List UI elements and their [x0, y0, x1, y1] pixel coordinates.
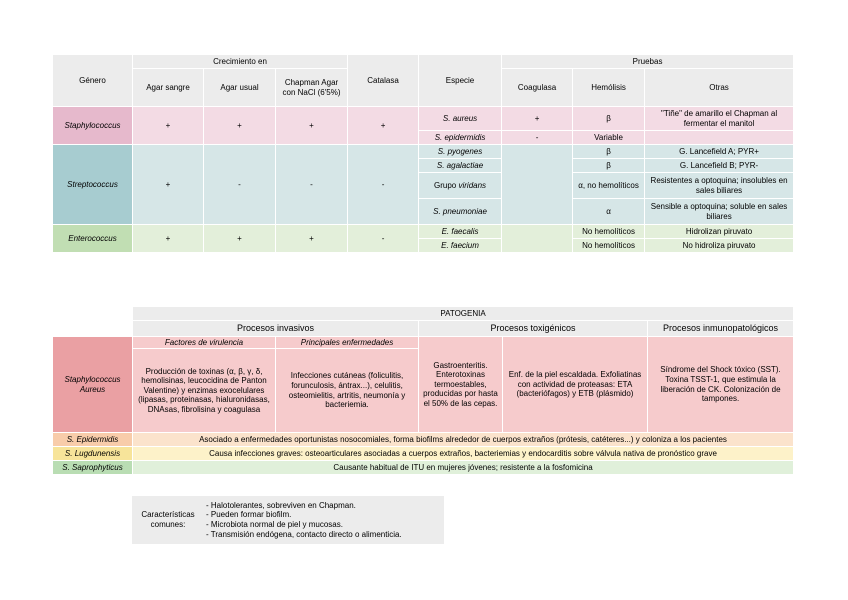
header-especie: Especie: [419, 55, 502, 107]
lugdunensis-label: S. Lugdunensis: [53, 447, 133, 461]
species-cell: E. faecalis: [419, 225, 502, 239]
genus-enterococcus: Enterococcus: [53, 225, 133, 253]
saprophyticus-label: S. Saprophyticus: [53, 461, 133, 475]
otras-cell: "Tiñe" de amarillo el Chapman al fermentar el manitol: [645, 107, 794, 131]
hemolisis-cell: β: [573, 145, 645, 159]
strep-chapman: -: [276, 145, 348, 225]
species-cell: [419, 173, 502, 199]
otras-cell: Hidrolizan piruvato: [645, 225, 794, 239]
hemolisis-cell: Variable: [573, 131, 645, 145]
list-item: - Halotolerantes, sobreviven en Chapman.: [206, 500, 356, 510]
species-cell: S. pyogenes: [419, 145, 502, 159]
species-cell: S. pneumoniae: [419, 199, 502, 225]
aureus-label: Staphylococcus Aureus: [53, 337, 133, 433]
strep-agar-sangre: +: [133, 145, 204, 225]
entero-agar-sangre: +: [133, 225, 204, 253]
species-cell: S. epidermidis: [419, 131, 502, 145]
species-italic: viridans: [458, 180, 487, 190]
lugdunensis-text: Causa infecciones graves: osteoarticulares asociadas a cuerpos extraños, bacteriemias y endocarditis sobre válvula nativa de pronóstico grave: [133, 447, 794, 461]
otras-cell: G. Lancefield A; PYR+: [645, 145, 794, 159]
otras-cell: No hidroliza piruvato: [645, 239, 794, 253]
header-agar-usual: Agar usual: [204, 69, 276, 107]
hemolisis-cell: β: [573, 107, 645, 131]
header-hemolisis: Hemólisis: [573, 69, 645, 107]
caracteristicas-label: Características comunes:: [132, 496, 204, 544]
gastro-cell: Gastroenteritis. Enterotoxinas termoestables, producidas por hasta el 50% de las cepas.: [419, 337, 503, 433]
header-crecimiento: Crecimiento en: [133, 55, 348, 69]
blank-corner: [53, 307, 133, 321]
enfermedades-cell: Infecciones cutáneas (foliculitis, forunculosis, ántrax...), celulitis, osteomielitis, artritis, neumonía y bacteriemia.: [276, 349, 419, 433]
header-invasivos: Procesos invasivos: [133, 321, 419, 337]
staph-chapman: +: [276, 107, 348, 145]
hemolisis-cell: β: [573, 159, 645, 173]
hemolisis-cell: No hemolíticos: [573, 239, 645, 253]
coagulasa-cell: -: [502, 131, 573, 145]
header-catalasa: Catalasa: [348, 55, 419, 107]
otras-cell: Sensible a optoquina; soluble en sales biliares: [645, 199, 794, 225]
header-chapman: Chapman Agar con NaCl (6'5%): [276, 69, 348, 107]
otras-cell: [645, 131, 794, 145]
species-cell: S. aureus: [419, 107, 502, 131]
header-otras: Otras: [645, 69, 794, 107]
entero-catalasa: -: [348, 225, 419, 253]
entero-agar-usual: +: [204, 225, 276, 253]
hemolisis-cell: α, no hemolíticos: [573, 173, 645, 199]
strep-coagulasa-empty: [502, 145, 573, 225]
entero-coagulasa-empty: [502, 225, 573, 253]
strep-catalasa: -: [348, 145, 419, 225]
saprophyticus-text: Causante habitual de ITU en mujeres jóvenes; resistente a la fosfomicina: [133, 461, 794, 475]
entero-chapman: +: [276, 225, 348, 253]
species-cell: E. faecium: [419, 239, 502, 253]
staph-catalasa: +: [348, 107, 419, 145]
factores-cell: Producción de toxinas (α, β, γ, δ, hemolisinas, leucocidina de Panton Valentine) y enzimas exocelulares (lipasas, proteinasas, hialuronidasas, DNAsas, fibrolisina y coagulasa: [133, 349, 276, 433]
header-factores: Factores de virulencia: [133, 337, 276, 349]
list-item: - Microbiota normal de piel y mucosas.: [206, 520, 343, 529]
list-item: - Pueden formar biofilm.: [206, 510, 292, 520]
hemolisis-cell: α: [573, 199, 645, 225]
strep-agar-usual: -: [204, 145, 276, 225]
epidermidis-label: S. Epidermidis: [53, 433, 133, 447]
caracteristicas-list: [204, 496, 444, 544]
header-toxigenicos: Procesos toxigénicos: [419, 321, 648, 337]
caracteristicas-table: [132, 496, 444, 544]
species-cell: S. agalactiae: [419, 159, 502, 173]
staph-agar-sangre: +: [133, 107, 204, 145]
coagulasa-cell: +: [502, 107, 573, 131]
header-pruebas: Pruebas: [502, 55, 794, 69]
hemolisis-cell: No hemolíticos: [573, 225, 645, 239]
piel-cell: Enf. de la piel escaldada. Exfoliatinas con actividad de proteasas: ETA (bacteriófagos) y ETB (plásmido): [503, 337, 648, 433]
otras-cell: Resistentes a optoquina; insolubles en sales biliares: [645, 173, 794, 199]
species-prefix: Grupo: [434, 180, 459, 190]
patogenia-table: [52, 306, 794, 475]
patogenia-title: PATOGENIA: [133, 307, 794, 321]
genus-staphylococcus: Staphylococcus: [53, 107, 133, 145]
otras-cell: G. Lancefield B; PYR-: [645, 159, 794, 173]
header-genero: Género: [53, 55, 133, 107]
list-item: - Transmisión endógena, contacto directo o alimenticia.: [206, 529, 402, 539]
staph-agar-usual: +: [204, 107, 276, 145]
shock-cell: Síndrome del Shock tóxico (SST). Toxina TSST-1, que estimula la liberación de CK. Colonización de tampones.: [648, 337, 794, 433]
header-agar-sangre: Agar sangre: [133, 69, 204, 107]
header-coagulasa: Coagulasa: [502, 69, 573, 107]
header-principales: Principales enfermedades: [276, 337, 419, 349]
header-inmunopatologicos: Procesos inmunopatológicos: [648, 321, 794, 337]
blank-corner: [53, 321, 133, 337]
bacteria-comparison-table: [52, 54, 794, 253]
epidermidis-text: Asociado a enfermedades oportunistas nosocomiales, forma biofilms alrededor de cuerpos extraños (prótesis, catéteres...) y coloniza a los pacientes: [133, 433, 794, 447]
genus-streptococcus: Streptococcus: [53, 145, 133, 225]
